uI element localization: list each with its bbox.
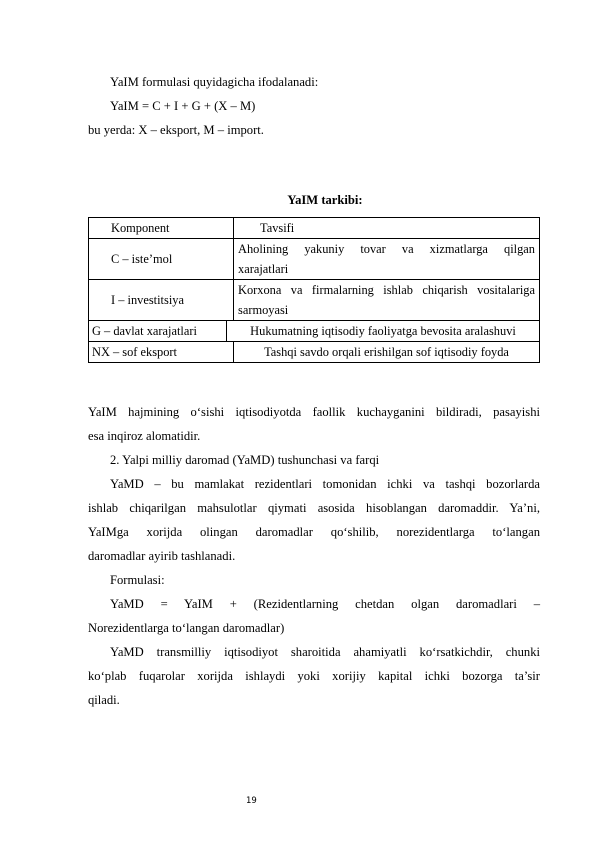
paragraph-line: YaIM hajmining o‘sishi iqtisodiyotda faollik kuchayganini bildiradi, pasayishi [88,405,540,419]
formula-label: Formulasi: [110,573,165,587]
header-component: Komponent [89,218,234,239]
paragraph-line: YaMD = YaIM + (Rezidentlarning chetdan olgan daromadlari – [110,597,540,611]
paragraph-line: qiladi. [88,693,120,707]
description-line: xarajatlari [238,262,289,276]
table-header-row [89,218,540,239]
description-line: Aholining yakuniy tovar va xizmatlarga qilgan [238,242,535,256]
page-number: 19 [246,796,257,806]
table-row [89,280,540,321]
component-cell: NX – sof eksport [89,342,234,363]
description-line: sarmoyasi [238,303,289,317]
paragraph-line: YaMD transmilliy iqtisodiyot sharoitida ahamiyatli ko‘rsatkichdir, chunki [110,645,540,659]
table-row [89,342,540,363]
formula-intro: YaIM formulasi quyidagicha ifodalanadi: [110,75,319,89]
paragraph-line: Norezidentlarga to‘langan daromadlar) [88,621,285,635]
table-title: YaIM tarkibi: [287,193,363,207]
table-row [89,321,540,342]
description-cell: Hukumatning iqtisodiy faoliyatga bevosita aralashuvi [250,324,516,338]
paragraph-line: ishlab chiqarilgan mahsulotlar qiymati asosida hisoblangan daromaddir. Ya’ni, [88,501,540,515]
component-cell: C – iste’mol [89,239,234,280]
description-cell [234,280,540,321]
paragraph-line: esa inqiroz alomatidir. [88,429,201,443]
gdp-components-table [88,217,540,363]
component-cell: G – davlat xarajatlari [89,321,227,341]
table-row [89,239,540,280]
component-cell: I – investitsiya [89,280,234,321]
gdp-formula: YaIM = C + I + G + (X – M) [110,99,256,113]
paragraph-line: YaMD – bu mamlakat rezidentlari tomonidan ichki va tashqi bozorlarda [110,477,540,491]
description-line: Korxona va firmalarning ishlab chiqarish vositalariga [238,283,535,297]
paragraph-line: ko‘plab fuqarolar xorijda ishlaydi yoki xorijiy kapital ichki bozorga ta’sir [88,669,540,683]
formula-legend: bu yerda: X – eksport, M – import. [88,123,264,137]
header-description: Tavsifi [234,218,540,239]
description-cell [234,239,540,280]
section-heading: 2. Yalpi milliy daromad (YaMD) tushunchasi va farqi [110,453,380,467]
paragraph-line: YaIMga xorijda olingan daromadlar qo‘shilib, norezidentlarga to‘langan [88,525,540,539]
paragraph-line: daromadlar ayirib tashlanadi. [88,549,236,563]
description-cell: Tashqi savdo orqali erishilgan sof iqtisodiy foyda [234,342,540,363]
